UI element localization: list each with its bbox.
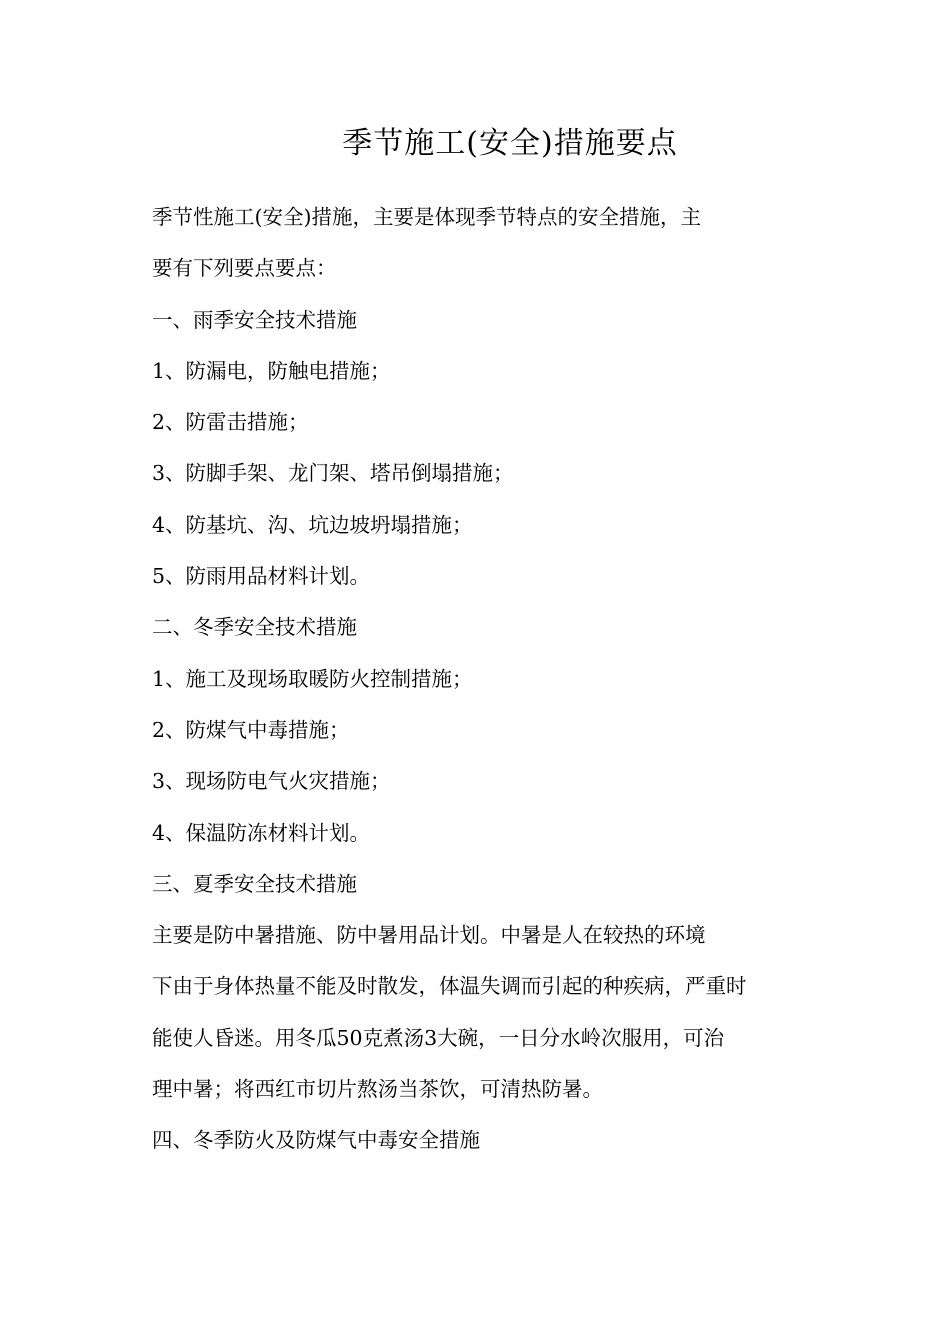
list-item: 2、防煤气中毒措施；	[152, 717, 350, 742]
summer-paragraph-line: 主要是防中暑措施、防中暑用品计划。中暑是人在较热的环境	[152, 923, 706, 948]
list-item: 5、防雨用品材料计划。	[152, 564, 371, 589]
section-heading-rainy-season: 一、雨季安全技术措施	[152, 307, 357, 332]
section-heading-summer: 三、夏季安全技术措施	[152, 871, 357, 896]
list-item: 2、防雷击措施；	[152, 410, 309, 435]
section-heading-winter-fire: 四、冬季防火及防煤气中毒安全措施	[152, 1128, 480, 1153]
summer-paragraph-line: 下由于身体热量不能及时散发，体温失调而引起的种疾病，严重时	[152, 974, 747, 999]
summer-paragraph-line: 能使人昏迷。用冬瓜50克煮汤3大碗，一日分水岭次服用，可治	[152, 1025, 725, 1050]
section-heading-winter: 二、冬季安全技术措施	[152, 615, 357, 640]
list-item: 4、保温防冻材料计划。	[152, 820, 371, 845]
summer-paragraph-line: 理中暑；将西红市切片熬汤当茶饮，可清热防暑。	[152, 1077, 603, 1102]
list-item: 1、防漏电，防触电措施；	[152, 358, 391, 383]
list-item: 4、防基坑、沟、坑边坡坍塌措施；	[152, 512, 473, 537]
intro-paragraph-line: 季节性施工(安全)措施，主要是体现季节特点的安全措施，主	[152, 205, 701, 229]
list-item: 3、现场防电气火灾措施；	[152, 769, 391, 794]
list-item: 1、施工及现场取暖防火控制措施；	[152, 666, 473, 691]
list-item: 3、防脚手架、龙门架、塔吊倒塌措施；	[152, 461, 514, 486]
document-body	[152, 192, 802, 1167]
intro-paragraph-line: 要有下列要点要点：	[152, 256, 337, 281]
page-title: 季节施工(安全)措施要点	[342, 126, 678, 161]
